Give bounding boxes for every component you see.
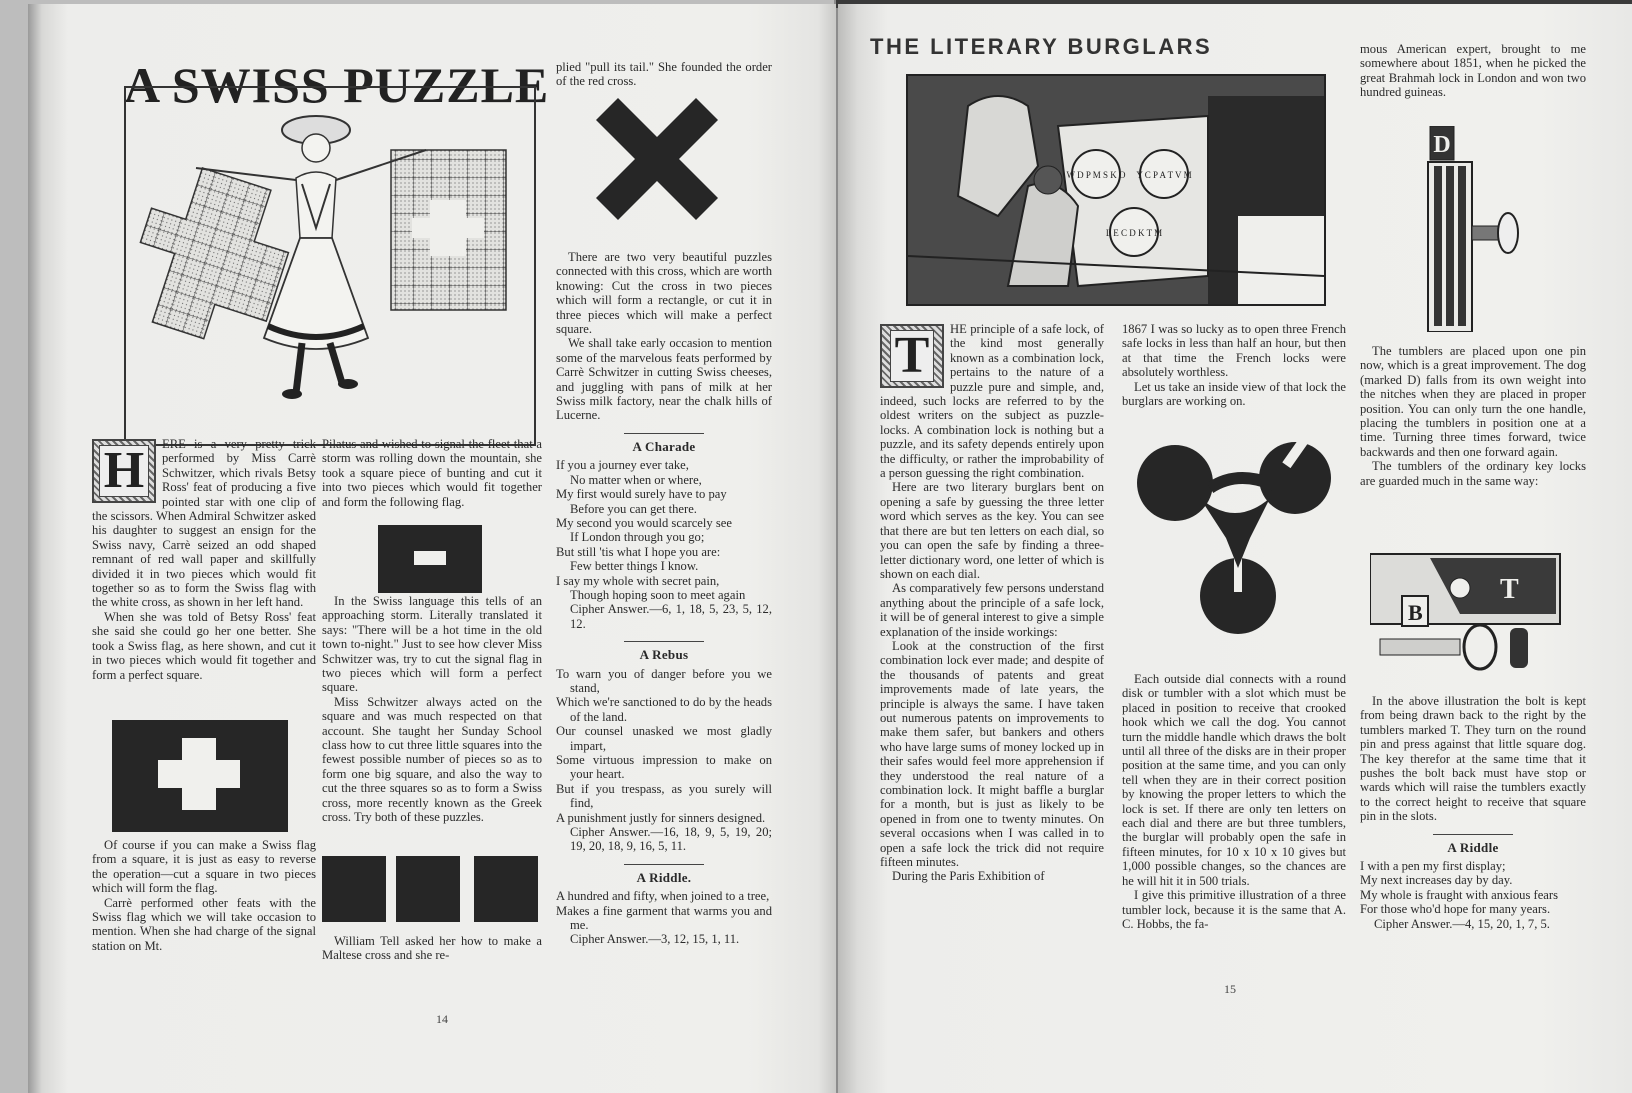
paragraph: mous American expert, brought to me somewhere about 1851, when he picked the great Brahmah lock in London and won two hundred guineas. xyxy=(1360,42,1586,100)
rebus-cipher: Cipher Answer.—16, 18, 9, 5, 19, 20; 19, 20, 18, 9, 16, 5, 11. xyxy=(570,825,772,854)
swiss-girl-illustration xyxy=(124,86,536,446)
charade-heading: A Charade xyxy=(632,438,696,454)
paragraph: The tumblers of the ordinary key locks are guarded much in the same way: xyxy=(1360,459,1586,488)
section-divider xyxy=(624,433,704,434)
right-column-2b xyxy=(1122,672,1346,931)
paragraph: Here are two literary burglars bent on opening a safe by guessing the three letter word which serves as the key. You can see that there are but ten letters on each dial, so you can open the safe by finding a three-letter dictionary word, one letter of which is shown on each dial. xyxy=(880,480,1104,581)
signal-flag-illustration xyxy=(378,525,482,593)
rebus-heading: A Rebus xyxy=(639,647,689,663)
riddle-cipher-right: Cipher Answer.—4, 15, 20, 1, 7, 5. xyxy=(1374,916,1550,931)
x-cross-icon xyxy=(596,98,718,220)
section-divider xyxy=(624,641,704,642)
dropcap-t: T xyxy=(880,324,944,388)
paragraph: There are two very beautiful puzzles connected with this cross, which are worth knowing: Cut the cross in two pieces which will form a rectangle, or cut it in three pieces which will make a perfect square. xyxy=(556,250,772,337)
square-3 xyxy=(474,856,538,922)
paragraph: We shall take early occasion to mention some of the marvelous feats performed by Carrè Schwitzer in cutting Swiss cheeses, and juggling with pans of milk at her Swiss milk factory, near the chalk hills of Lucerne. xyxy=(556,336,772,423)
paragraph: As comparatively few persons understand anything about the principle of a safe lock, it will be of general interest to give a simple explanation of the inside workings: xyxy=(880,581,1104,639)
svg-text:W D P M S K O: W D P M S K O xyxy=(1066,170,1126,180)
right-column-1 xyxy=(880,322,1104,884)
key-lock-illustration xyxy=(1370,544,1570,674)
left-page-title: A SWISS PUZZLE xyxy=(124,57,550,113)
tumbler-pin-drawing-icon xyxy=(1416,126,1536,332)
maltese-cross-illustration xyxy=(596,98,718,220)
paragraph: Let us take an inside view of that lock the burglars are working on. xyxy=(1122,379,1346,409)
paragraph: Each outside dial connects with a round disk or tumbler with a slot which must be placed in position to receive that crooked hook which we call the dog. You cannot turn the middle handle which draws the bolt until all three of the disks are in their proper position at the same time, and you can only tell when they are in their correct position by knowing the proper letters to which the lock is set. If there are only ten letters on each dial and there are but three tumblers, the burglar will probably open the safe in fifteen minutes, for 10 x 10 x 10 gives but 1,000 possible changes, so the chances are he will hit it in 500 trials. xyxy=(1122,672,1346,888)
page-number-right: 15 xyxy=(1224,982,1236,996)
key-lock-drawing-icon xyxy=(1370,544,1570,674)
paragraph: In the above illustration the bolt is kept from being drawn back to the right by the tumblers marked T. They turn on the round pin and press against that little square dog. The key therefor at the same time that it pushes the bolt back must have stop or wards which will raise the tumblers exactly to the correct height to receive that square pin in the slots. xyxy=(1360,694,1586,824)
paragraph: The tumblers are placed upon one pin now, which is a great improvement. The dog (marked D) falls from its own weight into the nitches when they are placed in proper position. You can only turn the one handle, placing the tumblers in position one at a time. Turning three times forward, twice backwards and then one forward again. xyxy=(1360,344,1586,459)
riddle-verse: A hundred and fifty, when joined to a tree, Makes a fine garment that warms you and me. Cipher Answer.—3, 12, 15, 1, 11. xyxy=(556,889,772,947)
svg-text:T: T xyxy=(1500,574,1519,605)
riddle-heading: A Riddle. xyxy=(636,869,692,885)
left-column-1b xyxy=(92,838,316,953)
charade-cipher: Cipher Answer.—6, 1, 18, 5, 23, 5, 12, 12. xyxy=(570,602,772,631)
right-column-3 xyxy=(1360,42,1586,100)
svg-text:B: B xyxy=(1408,600,1423,625)
safe-burglars-drawing-icon xyxy=(908,76,1324,304)
right-column-3b xyxy=(1360,344,1586,488)
riddle-heading-right: A Riddle xyxy=(1447,839,1499,855)
burglars-safe-illustration xyxy=(906,74,1326,306)
right-column-2 xyxy=(1122,322,1346,408)
three-tumbler-disks-icon xyxy=(1130,428,1340,638)
rebus-verse: To warn you of danger before you we stand, Which we're sanctioned to do by the heads of the land. Our counsel unasked we most gladly impart, Some virtuous impression to make on your heart. But if you trespass, as you surely will find, A punishment justly for sinners designed. Cipher Answer.—16, 18, 9, 5, 19, 20; 19, 20, 18, 9, 16, 5, 11. xyxy=(556,666,772,854)
paragraph: During the Paris Exhibition of xyxy=(892,869,1045,884)
left-column-2b xyxy=(322,594,542,825)
left-column-3b xyxy=(556,250,772,947)
paragraph: I give this primitive illustration of a three tumbler lock, because it is the same that A. C. Hobbs, the fa- xyxy=(1122,888,1346,931)
riddle-cipher: Cipher Answer.—3, 12, 15, 1, 11. xyxy=(570,932,740,947)
paragraph: Carrè performed other feats with the Swiss flag which we will take occasion to mention. When she had charge of the signal station on Mt. xyxy=(92,895,316,953)
svg-text:L E C D K T M: L E C D K T M xyxy=(1105,228,1163,238)
left-column-1 xyxy=(92,437,316,682)
section-divider xyxy=(1433,834,1513,835)
paragraph: HE principle of a safe lock, of the kind most generally known as a combination lock, pertains to the nature of a puzzle pure and simple, and, indeed, such locks are referred to by the oldest writers on the subject as puzzle-locks. A combination lock is nothing but a puzzle, and its safety depends entirely upon the difficulty, or rather the improbability of a person guessing the right combination. xyxy=(880,322,1104,481)
left-column-2 xyxy=(322,437,542,509)
paragraph: plied "pull its tail." She founded the order of the red cross. xyxy=(556,60,772,89)
paragraph: Miss Schwitzer always acted on the square and was much respected on that account. She taught her Sunday School class how to cut three little squares into the fewest possible number of pieces so as to form one big square, and also the way to cut the three squares so as to form a Swiss cross, more recently known as the Greek cross. Try both of these puzzles. xyxy=(322,694,542,825)
paragraph: When she was told of Betsy Ross' feat she said she could go her one better. She took a Swiss flag, as here shown, and cut it in two pieces which would fit together and form a perfect square. xyxy=(92,609,316,682)
charade-verse: If you a journey ever take, No matter when or where, My first would surely have to pay Before you can get there. My second you would scarcely see If London through you go; But still 'tis what I hope you are: Few better things I know. I say my whole with secret pain, Though hoping soon to meet again Cipher Answer.—6, 1, 18, 5, 23, 5, 12, 12. xyxy=(556,458,772,631)
left-column-2c xyxy=(322,934,542,963)
paragraph: In the Swiss language this tells of an approaching storm. Literally translated it says: "There will be a hot time in the old town to-night." Just to see how clever Miss Schwitzer was, try to cut the signal flag in two pieces which will form a perfect square. xyxy=(322,594,542,695)
svg-text:Y C P A T V M: Y C P A T V M xyxy=(1136,170,1192,180)
paragraph: 1867 I was so lucky as to open three French safe locks in less than half an hour, but then at that time the French locks were absolutely worthless. xyxy=(1122,322,1346,380)
paragraph: Pilatus and wished to signal the fleet that a storm was rolling down the mountain, she took a square piece of bunting and cut it into two pieces which would fit together and form the following flag. xyxy=(322,437,542,509)
svg-text:D: D xyxy=(1433,132,1451,158)
square-1 xyxy=(322,856,386,922)
left-column-3 xyxy=(556,60,772,89)
right-column-3c xyxy=(1360,694,1586,931)
swiss-flag-illustration xyxy=(112,720,288,832)
dropcap-h: H xyxy=(92,439,156,503)
page-number-left: 14 xyxy=(436,1012,448,1026)
tumbler-pin-illustration xyxy=(1416,126,1536,332)
swiss-girl-drawing-icon xyxy=(126,88,534,444)
paragraph: Of course if you can make a Swiss flag from a square, it is just as easy to reverse the operation—cut a square in two pieces which will form the flag. xyxy=(92,838,316,896)
section-divider xyxy=(624,864,704,865)
square-2 xyxy=(396,856,460,922)
paragraph: ERE is a very pretty trick performed by Miss Carrè Schwitzer, which rivals Betsy Ross' feat of producing a five pointed star with one clip of the scissors. When Admiral Schwitzer asked his daughter to suggest an ensign for the Swiss navy, Carrè seized an odd shaped remnant of red wall paper and skillfully divided it in two pieces which would fit together so as to form the Swiss flag with the white cross, as shown in her left hand. xyxy=(92,437,316,610)
tumbler-disks-diagram xyxy=(1130,428,1340,638)
riddle-verse-right: I with a pen my first display; My next increases day by day. My whole is fraught with anxious fears For those who'd hope for many years. Cipher Answer.—4, 15, 20, 1, 7, 5. xyxy=(1360,859,1586,931)
paragraph: William Tell asked her how to make a Maltese cross and she re- xyxy=(322,934,542,963)
paragraph: Look at the construction of the first combination lock ever made; and despite of the thousands of patents and great improvements made of late years, the principle is always the same. I have taken out numerous patents on improvements to make them safer, but bankers and others who have large sums of money locked up in their safes would feel more apprehension if they understood the real nature of a combination lock. It might baffle a burglar for a month, but is just as likely to be opened in from one to twenty minutes. On several occasions when I was called in to open a safe lock the trick did not require fifteen minutes. xyxy=(880,638,1104,870)
right-page-title: THE LITERARY BURGLARS xyxy=(870,34,1213,59)
